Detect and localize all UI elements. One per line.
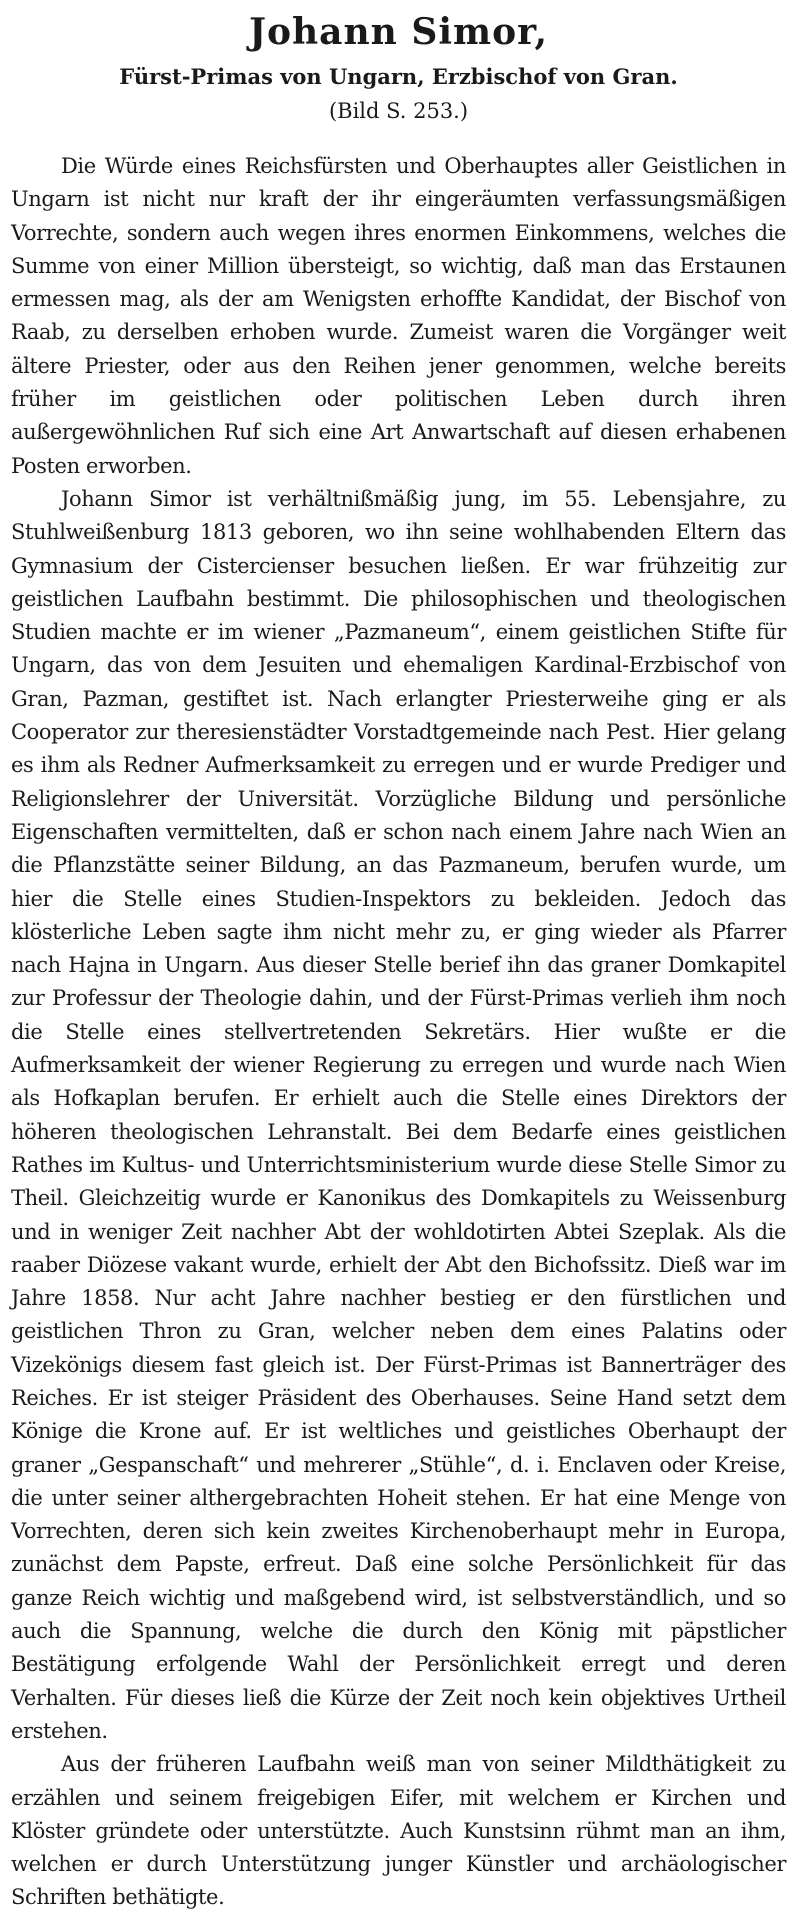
paragraph-1: Die Würde eines Reichsfürsten und Oberhauptes aller Geistlichen in Ungarn ist nicht nur kraft der ihr eingeräumten verfassungsmäßigen Vorrechte, sondern auch wegen ihres enormen Einkommens, welches die Summe von einer Million übersteigt, so wichtig, daß man das Erstaunen ermessen mag, als der am Wenigsten erhoffte Kandidat, der Bischof von Raab, zu derselben erhoben wurde. Zumeist waren die Vorgänger weit ältere Priester, oder aus den Reihen jener genommen, welche bereits früher im geistlichen oder politischen Leben durch ihren außergewöhnlichen Ruf sich eine Art Anwartschaft auf diesen erhabenen Posten erworben. (11, 154, 786, 478)
article-body (11, 150, 786, 1915)
article-subtitle: Fürst-Primas von Ungarn, Erzbischof von Gran. (119, 64, 678, 89)
article-title: Johann Simor, (248, 11, 549, 53)
image-reference: (Bild S. 253.) (328, 99, 469, 123)
paragraph-3: Aus der früheren Laufbahn weiß man von seiner Mildthätigkeit zu erzählen und seinem freigebigen Eifer, mit welchem er Kirchen und Klöster gründete oder unterstützte. Auch Kunstsinn rühmt man an ihm, welchen er durch Unterstützung junger Künstler und archäologischer Schriften bethätigte. (11, 1752, 786, 1910)
paragraph-2: Johann Simor ist verhältnißmäßig jung, im 55. Lebensjahre, zu Stuhlweißenburg 1813 geboren, wo ihn seine wohlhabenden Eltern das Gymnasium der Cistercienser besuchen ließen. Er war frühzeitig zur geistlichen Laufbahn bestimmt. Die philosophischen und theologischen Studien machte er im wiener „Pazmaneum“, einem geistlichen Stifte für Ungarn, das von dem Jesuiten und ehemaligen Kardinal-Erzbischof von Gran, Pazman, gestiftet ist. Nach erlangter Priesterweihe ging er als Cooperator zur theresienstädter Vorstadtgemeinde nach Pest. Hier gelang es ihm als Redner Aufmerksamkeit zu erregen und er wurde Prediger und Religionslehrer der Universität. Vorzügliche Bildung und persönliche Eigenschaften vermittelten, daß er schon nach einem Jahre nach Wien an die Pflanzstätte seiner Bildung, an das Pazmaneum, berufen wurde, um hier die Stelle eines Studien-Inspektors zu bekleiden. Jedoch das klösterliche Leben sagte ihm nicht mehr zu, er ging wieder als Pfarrer nach Hajna in Ungarn. Aus dieser Stelle berief ihn das graner Domkapitel zur Professur der Theologie dahin, und der Fürst-Primas verlieh ihm noch die Stelle eines stellvertretenden Sekretärs. Hier wußte er die Aufmerksamkeit der wiener Regierung zu erregen und wurde nach Wien als Hofkaplan berufen. Er erhielt auch die Stelle eines Direktors der höheren theologischen Lehranstalt. Bei dem Bedarfe eines geistlichen Rathes im Kultus- und Unterrichtsministerium wurde diese Stelle Simor zu Theil. Gleichzeitig wurde er Kanonikus des Domkapitels zu Weissenburg und in weniger Zeit nachher Abt der wohldotirten Abtei Szeplak. Als die raaber Diözese vakant wurde, erhielt der Abt den Bichofssitz. Dieß war im Jahre 1858. Nur acht Jahre nachher bestieg er den fürstlichen und geistlichen Thron zu Gran, welcher neben dem eines Palatins oder Vizekönigs diesem fast gleich ist. Der Fürst-Primas ist Bannerträger des Reiches. Er ist steiger Präsident des Oberhauses. Seine Hand setzt dem Könige die Krone auf. Er ist weltliches und geistliches Oberhaupt der graner „Gespanschaft“ und mehrerer „Stühle“, d. i. Enclaven oder Kreise, die unter seiner althergebrachten Hoheit stehen. Er hat eine Menge von Vorrechten, deren sich kein zweites Kirchenoberhaupt mehr in Europa, zunächst dem Papste, erfreut. Daß eine solche Persönlichkeit für das ganze Reich wichtig und maßgebend wird, ist selbstverständlich, und so auch die Spannung, welche die durch den König mit päpstlicher Bestätigung erfolgende Wahl der Persönlichkeit erregt und deren Verhalten. Für dieses ließ die Kürze der Zeit noch kein objektives Urtheil erstehen. (11, 486, 786, 1743)
